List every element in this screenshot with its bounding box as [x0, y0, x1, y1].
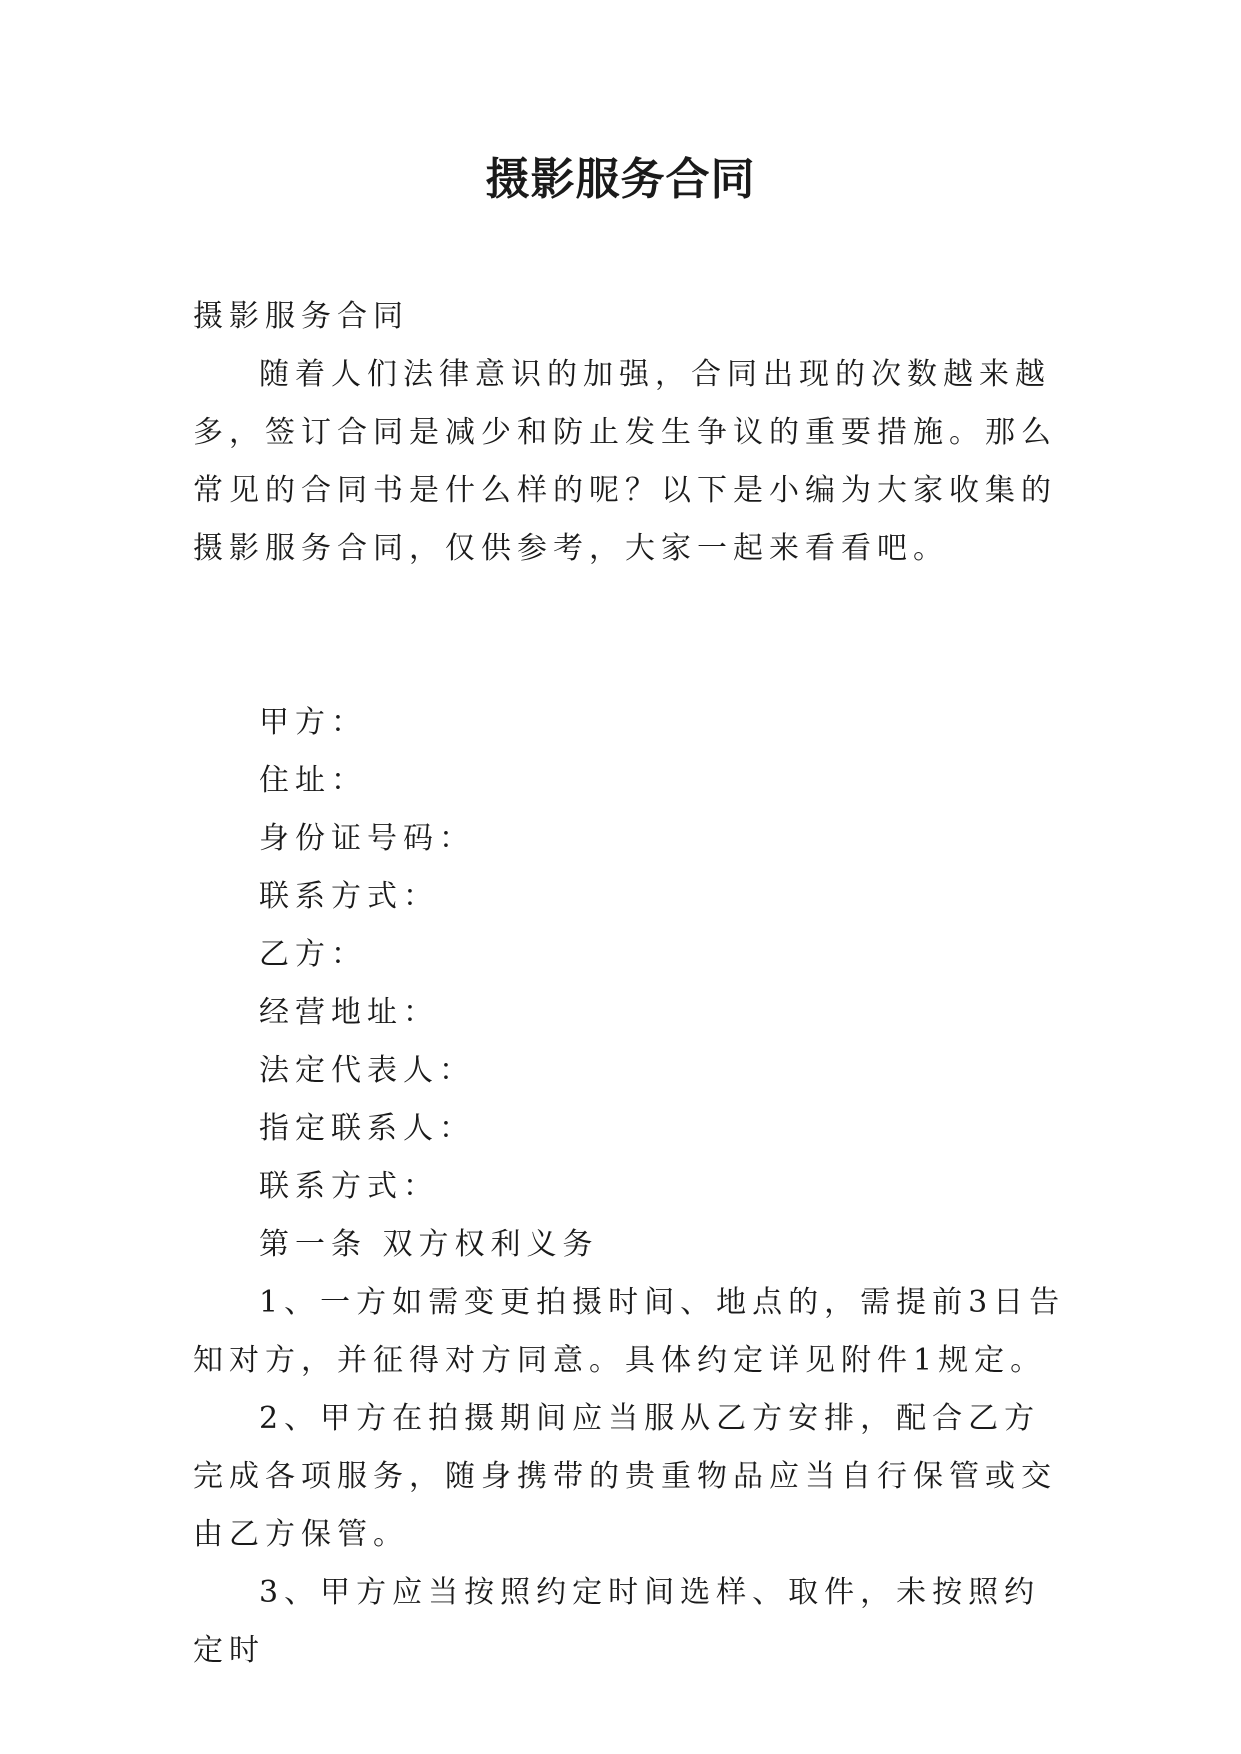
article-1-heading: 第一条 双方权利义务 [259, 1227, 599, 1262]
party-a-address: 住址： [259, 763, 367, 798]
party-b-contact: 联系方式： [259, 1169, 439, 1204]
document-body [193, 288, 1073, 1680]
document-subtitle: 摄影服务合同 [193, 299, 409, 334]
party-a-contact: 联系方式： [259, 879, 439, 914]
article-1-clause-2: 2、甲方在拍摄期间应当服从乙方安排，配合乙方完成各项服务，随身携带的贵重物品应当自行保管或交由乙方保管。 [193, 1401, 1057, 1552]
paragraph-gap [193, 578, 1073, 694]
article-1-clause-1: 1、一方如需变更拍摄时间、地点的，需提前3日告知对方，并征得对方同意。具体约定详见附件1规定。 [193, 1285, 1066, 1378]
party-b-designated-contact: 指定联系人： [259, 1111, 475, 1146]
document-title: 摄影服务合同 [485, 154, 756, 205]
article-1-clause-3: 3、甲方应当按照约定时间选样、取件，未按照约定时 [193, 1575, 1041, 1668]
party-b-business-address: 经营地址： [259, 995, 439, 1030]
party-a-id-number: 身份证号码： [259, 821, 475, 856]
party-b-label: 乙方： [259, 937, 367, 972]
intro-paragraph: 随着人们法律意识的加强，合同出现的次数越来越多，签订合同是减少和防止发生争议的重要措施。那么常见的合同书是什么样的呢？以下是小编为大家收集的摄影服务合同，仅供参考，大家一起来看看吧。 [193, 357, 1057, 566]
party-b-legal-rep: 法定代表人： [259, 1053, 475, 1088]
party-a-label: 甲方： [259, 705, 367, 740]
